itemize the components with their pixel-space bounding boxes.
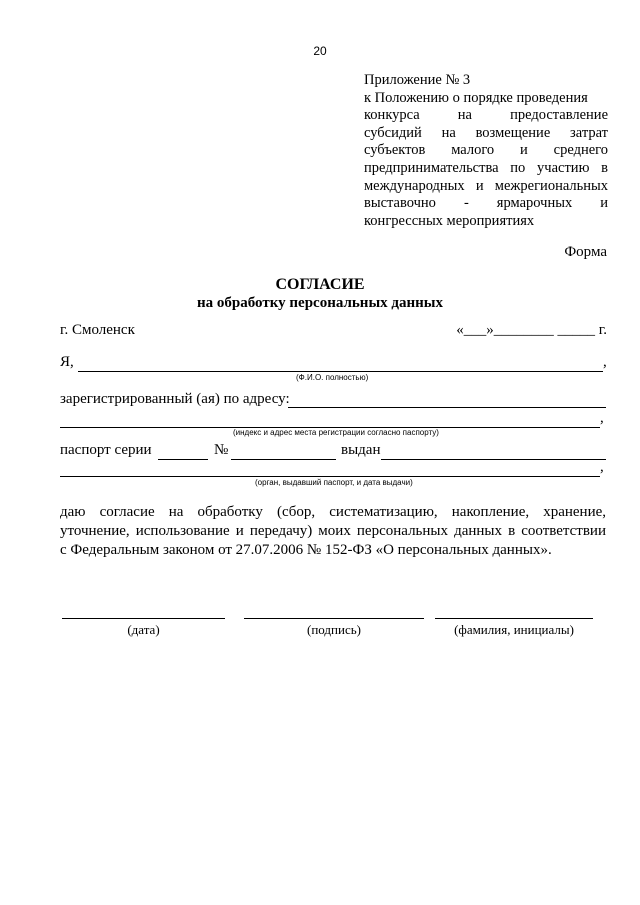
date-field: «___»________ _____ г. (456, 322, 607, 338)
appendix-block (364, 72, 608, 230)
signature-caption: (подпись) (307, 622, 361, 637)
fio-field[interactable] (78, 370, 603, 372)
appendix-line: конкурса на предоставление (364, 107, 608, 124)
consent-paragraph (60, 503, 606, 560)
comma: , (600, 459, 604, 475)
issued-field[interactable] (381, 458, 606, 460)
fio-hint: (Ф.И.О. полностью) (296, 373, 369, 382)
appendix-line: конгрессных мероприятиях (364, 212, 535, 229)
address-label: зарегистрированный (ая) по адресу: (60, 391, 290, 407)
signature-field[interactable] (244, 617, 424, 619)
appendix-line: субъектов малого и среднего (364, 142, 608, 159)
city-label: г. Смоленск (60, 322, 135, 338)
appendix-line: выставочно - ярмарочных и (364, 195, 608, 212)
address-field[interactable] (288, 406, 606, 408)
date-signature-field[interactable] (62, 617, 225, 619)
consent-line: даю согласие на обработку (сбор, систематизацию, накопление, хранение, (60, 504, 606, 520)
appendix-line: Приложение № 3 (364, 72, 471, 88)
page-number: 20 (313, 44, 327, 58)
issued-label: выдан (341, 442, 381, 458)
name-signature-field[interactable] (435, 617, 593, 619)
document-title: СОГЛАСИЕ (275, 276, 365, 293)
appendix-line: международных и межрегиональных (364, 177, 608, 194)
number-sign: № (214, 442, 229, 458)
name-caption: (фамилия, инициалы) (454, 622, 574, 637)
consent-line: с Федеральным законом от 27.07.2006 № 152-ФЗ «О персональных данных». (60, 542, 552, 558)
comma: , (600, 410, 604, 426)
date-caption: (дата) (127, 622, 160, 637)
ya-label: Я, (60, 354, 74, 370)
passport-number-field[interactable] (231, 458, 336, 460)
appendix-line: к Положению о порядке проведения (364, 89, 588, 106)
comma: , (603, 354, 607, 370)
passport-series-label: паспорт серии (60, 442, 152, 458)
consent-line: уточнение, использование и передачу) моих персональных данных в соответствии (60, 523, 606, 539)
appendix-line: субсидий на возмещение затрат (364, 124, 608, 141)
passport-series-field[interactable] (158, 458, 208, 460)
issuer-hint: (орган, выдавший паспорт, и дата выдачи) (255, 478, 413, 487)
address-hint: (индекс и адрес места регистрации согласно паспорту) (233, 428, 439, 437)
appendix-line: предпринимательства по участию в (364, 159, 608, 176)
document-subtitle: на обработку персональных данных (197, 295, 443, 311)
form-label: Форма (564, 244, 607, 260)
issuer-field[interactable] (60, 475, 600, 477)
